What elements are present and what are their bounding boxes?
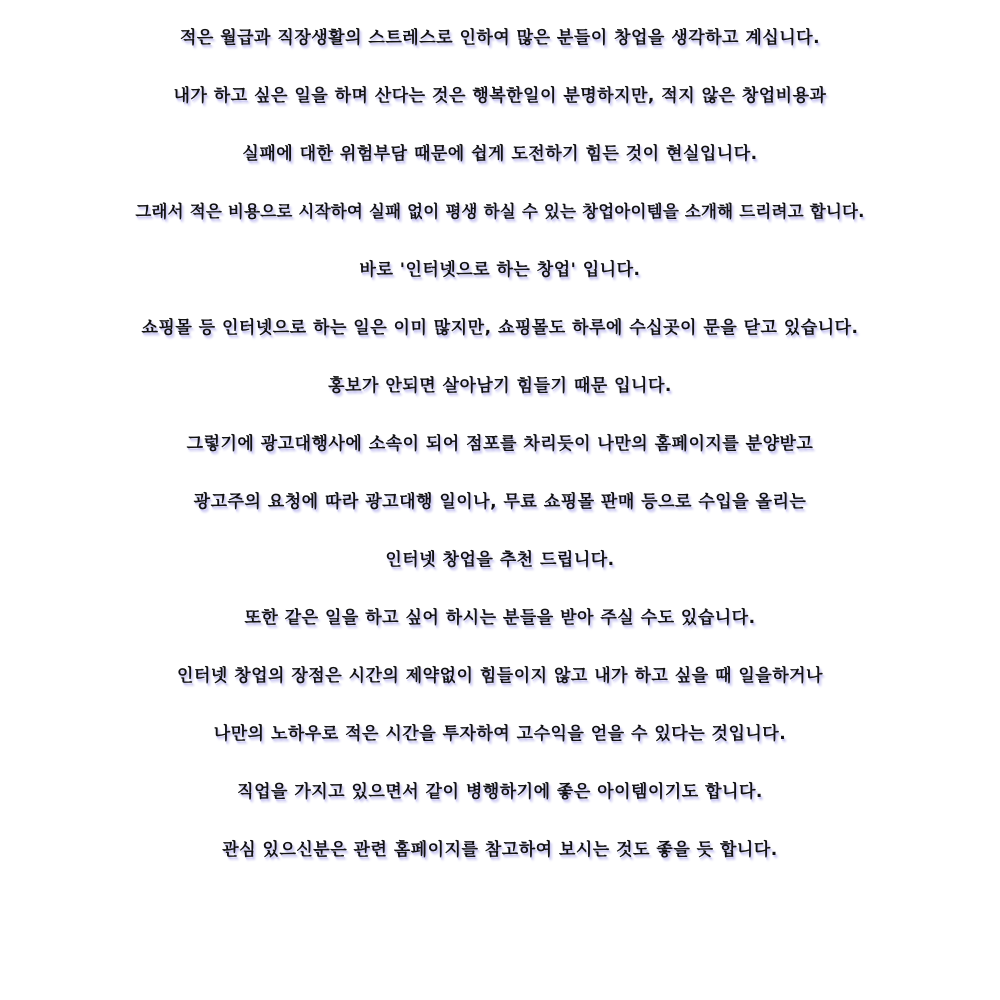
text-line: 적은 월급과 직장생활의 스트레스로 인하여 많은 분들이 창업을 생각하고 계십니다. <box>179 28 821 48</box>
text-line: 내가 하고 싶은 일을 하며 산다는 것은 행복한일이 분명하지만, 적지 않은 창업비용과 <box>173 86 827 106</box>
text-line: 그렇기에 광고대행사에 소속이 되어 점포를 차리듯이 나만의 홈페이지를 분양받고 <box>186 434 814 454</box>
paragraph-4 <box>0 657 1000 869</box>
text-line: 나만의 노하우로 적은 시간을 투자하여 고수익을 얻을 수 있다는 것입니다. <box>213 724 787 744</box>
text-line: 홍보가 안되면 살아남기 힘들기 때문 입니다. <box>328 376 672 396</box>
text-line: 그래서 적은 비용으로 시작하여 실패 없이 평생 하실 수 있는 창업아이템을 소개해 드리려고 합니다. <box>135 202 865 221</box>
text-line: 인터넷 창업의 장점은 시간의 제약없이 힘들이지 않고 내가 하고 싶을 때 일을하거나 <box>177 666 823 686</box>
text-line: 관심 있으신분은 관련 홈페이지를 참고하여 보시는 것도 좋을 듯 합니다. <box>222 840 778 860</box>
text-line: 광고주의 요청에 따라 광고대행 일이나, 무료 쇼핑몰 판매 등으로 수입을 올리는 <box>193 492 807 512</box>
text-line: 바로 '인터넷으로 하는 창업' 입니다. <box>359 260 641 280</box>
paragraph-2 <box>0 193 1000 405</box>
text-line: 실패에 대한 위험부담 때문에 쉽게 도전하기 힘든 것이 현실입니다. <box>242 144 758 164</box>
text-line: 쇼핑몰 등 인터넷으로 하는 일은 이미 많지만, 쇼핑몰도 하루에 수십곳이 문을 닫고 있습니다. <box>141 318 859 338</box>
paragraph-1 <box>0 19 1000 173</box>
paragraph-3 <box>0 425 1000 637</box>
text-line: 또한 같은 일을 하고 싶어 하시는 분들을 받아 주실 수도 있습니다. <box>244 608 756 628</box>
text-line: 직업을 가지고 있으면서 같이 병행하기에 좋은 아이템이기도 합니다. <box>237 782 763 802</box>
text-line: 인터넷 창업을 추천 드립니다. <box>385 550 615 570</box>
